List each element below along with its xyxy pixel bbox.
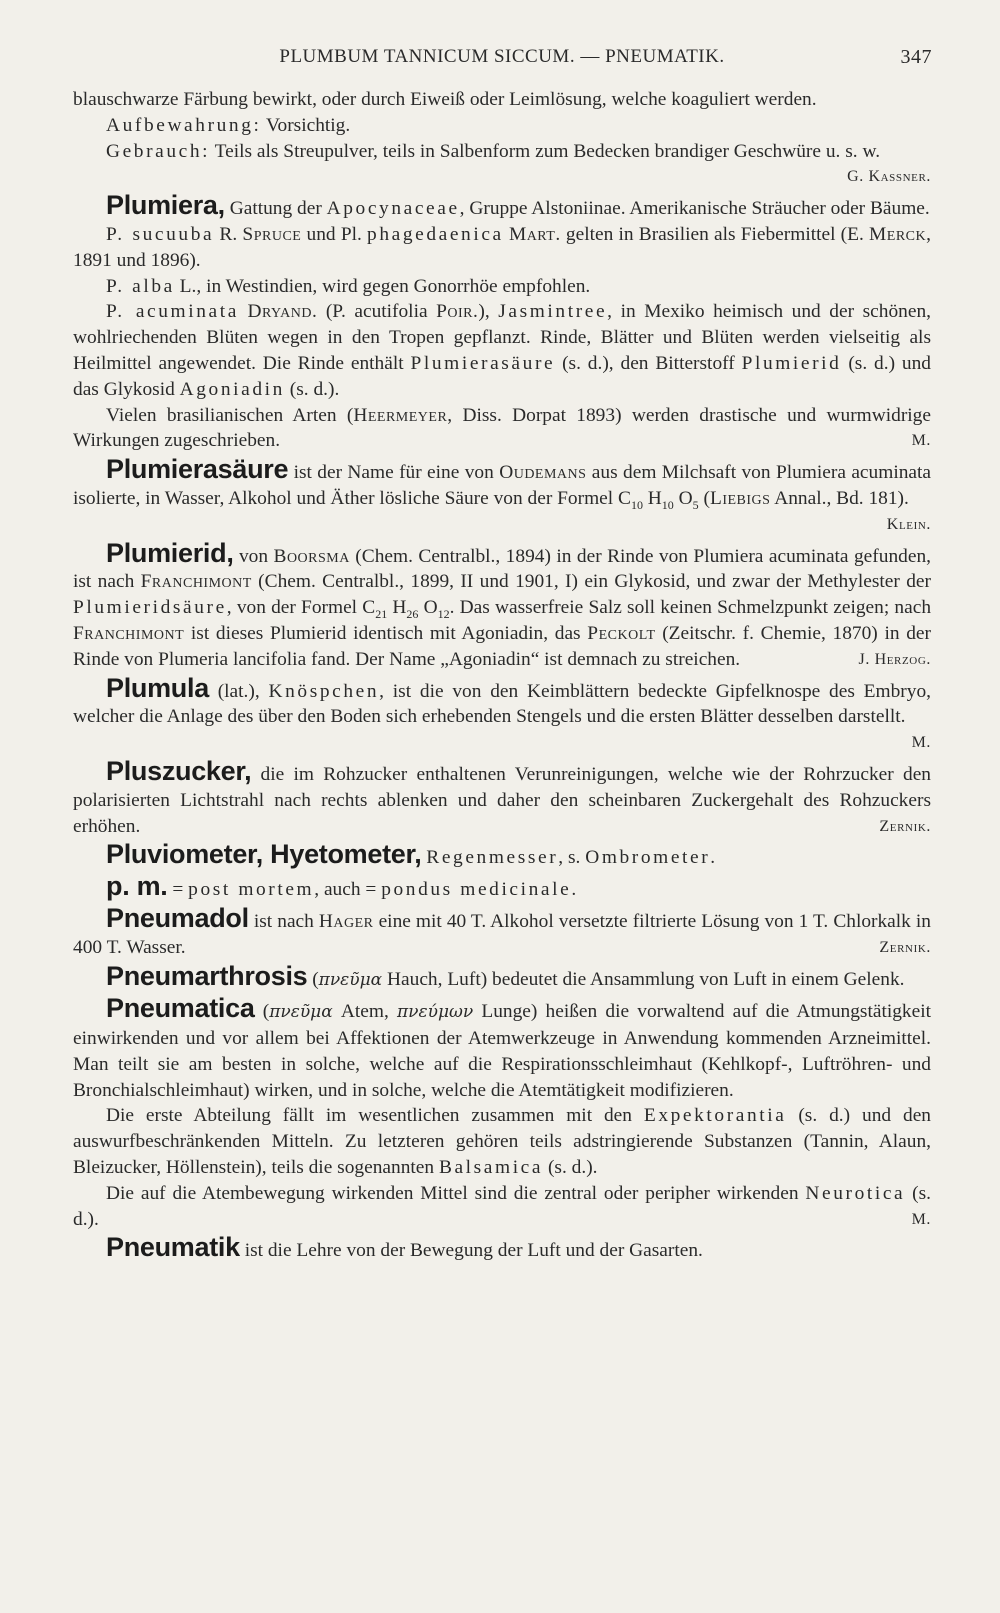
- paragraph: Aufbewahrung: Vorsichtig.: [106, 114, 351, 136]
- author-signature: G. Kassner.: [847, 168, 931, 186]
- author-signature: Zernik.: [879, 938, 931, 956]
- paragraph: Vielen brasilianischen Arten (Heermeyer, Diss. Dorpat 1893) werden drastische und wurmwidrige Wirkungen zugeschrieben. M.: [73, 403, 931, 455]
- entry-plumbum-continuation: [73, 87, 931, 190]
- author-signature: M.: [911, 1210, 931, 1228]
- author-signature: Zernik.: [879, 817, 931, 835]
- headword: Plumierid,: [106, 537, 234, 568]
- paragraph: Pneumatica (πνεῦμα Atem, πνεύμων Lunge) heißen die vorwaltend auf die Atmungstätigkeit einwirkenden und vor allem bei Affektionen der Atemwerkzeuge in Anwendung kommenden Arzneimittel. Man teilt sie am besten in solche, welche auf die Respirationsschleimhaut (Kehlkopf-, Luftröhren- und Bronchialschleimhaut) wirken, und in solche, welche die Atemtätigkeit modifizieren.: [73, 993, 932, 1101]
- paragraph: Plumiera, Gattung der Apocynaceae, Gruppe Alstoniinae. Amerikanische Sträucher oder Bäume.: [106, 190, 930, 221]
- headword: Pneumadol: [106, 902, 249, 933]
- headword: Pneumatik: [106, 1232, 240, 1263]
- paragraph: Die erste Abteilung fällt im wesentlichen zusammen mit den Expektorantia (s. d.) und den auswurfbeschränkenden Mitteln. Zu letzteren gehören teils adstringierende Substanzen (Tannin, Alaun, Bleizucker, Höllenstein), teils die sogenannten Balsamica (s. d.).: [73, 1105, 931, 1179]
- paragraph: Plumierasäure ist der Name für eine von Oudemans aus dem Milchsaft von Plumiera acuminata isolierte, in Wasser, Alkohol und Äther lösliche Säure von der Formel $C_{10}$ $H_{10}$ $O_5$ (Liebigs Annal., Bd. 181). Klein.: [73, 459, 931, 512]
- entry-pneumatica: [73, 993, 932, 1232]
- headword: Pneumatica: [106, 993, 255, 1024]
- headword: Pluszucker,: [106, 755, 252, 786]
- paragraph: Plumula (lat.), Knöspchen, ist die von den Keimblättern bedeckte Gipfelknospe des Embryo, welcher die Anlage des über den Boden sich erhebenden Stengels und die ersten Blätter desselben darstellt. M.: [73, 678, 931, 731]
- headword: Plumiera,: [106, 190, 225, 221]
- author-signature: M.: [911, 432, 931, 450]
- entry-plumiera: [73, 190, 932, 454]
- entry-pneumatik: [73, 1232, 931, 1264]
- paragraph: Die auf die Atembewegung wirkenden Mittel sind die zentral oder peripher wirkenden Neurotica (s. d.). M.: [73, 1181, 931, 1233]
- paragraph: p. m. = post mortem, auch = pondus medicinale.: [106, 871, 577, 902]
- paragraph: Pneumadol ist nach Hager eine mit 40 T. Alkohol versetzte filtrierte Lösung von 1 T. Chlorkalk in 400 T. Wasser. Zernik.: [73, 908, 931, 961]
- author-signature: M.: [911, 734, 931, 752]
- running-title: PLUMBUM TANNICUM SICCUM. — PNEUMATIK.: [279, 46, 725, 67]
- headword: Plumierasäure: [106, 454, 289, 485]
- entry-plumierid: [73, 537, 932, 673]
- headword: Plumula: [106, 672, 209, 703]
- author-signature: J. Herzog.: [858, 650, 931, 668]
- author-signature: Klein.: [886, 515, 931, 533]
- paragraph: Pneumatik ist die Lehre von der Bewegung der Luft und der Gasarten.: [106, 1232, 703, 1263]
- entry-plumierasaeure: [73, 454, 931, 537]
- paragraph: Pluviometer, Hyetometer, Regenmesser, s. Ombrometer.: [106, 839, 716, 870]
- entry-pneumarthrosis: [73, 960, 931, 994]
- paragraph: P. alba L., in Westindien, wird gegen Gonorrhöe empfohlen.: [106, 275, 591, 297]
- paragraph: Gebrauch: Teils als Streupulver, teils in Salbenform zum Bedecken brandiger Geschwüre u. s. w. G. Kassner.: [73, 139, 931, 165]
- entry-pluviometer: [73, 839, 931, 871]
- entry-p-m: [73, 871, 931, 903]
- entry-pluszucker: [73, 755, 931, 839]
- page-body: [73, 87, 931, 1264]
- page-header: [72, 44, 932, 74]
- entry-pneumadol: [73, 902, 931, 961]
- paragraph: blauschwarze Färbung bewirkt, oder durch Eiweiß oder Leimlösung, welche koaguliert werden.: [73, 89, 817, 110]
- paragraph: P. sucuuba R. Spruce und Pl. phagedaenica Mart. gelten in Brasilien als Fiebermittel (E. Merck, 1891 und 1896).: [73, 223, 931, 271]
- paragraph: P. acuminata Dryand. (P. acutifolia Poir.), Jasmintree, in Mexiko heimisch und der schönen, wohlriechenden Blüten wegen in den Tropen gepflanzt. Rinde, Blätter und Blüten werden vielseitig als Heilmittel angewendet. Die Rinde enthält Plumierasäure (s. d.), den Bitterstoff Plumierid (s. d.) und das Glykosid Agoniadin (s. d.).: [73, 301, 932, 400]
- page-number: 347: [900, 46, 932, 68]
- paragraph: Pluszucker, die im Rohzucker enthaltenen Verunreinigungen, welche wie der Rohrzucker den polarisierten Lichtstrahl nach rechts ablenken und daher den scheinbaren Zuckergehalt des Rohzuckers erhöhen. Zernik.: [73, 761, 931, 839]
- headword: p. m.: [106, 871, 168, 902]
- paragraph: Plumierid, von Boorsma (Chem. Centralbl., 1894) in der Rinde von Plumiera acuminata gefunden, ist nach Franchimont (Chem. Centralbl., 1899, II und 1901, I) ein Glykosid, und zwar der Methylester der Plumieridsäure, von der Formel $C_{21}$ $H_{26}$ $O_{12}$. Das wasserfreie Salz soll keinen Schmelzpunkt zeigen; nach Franchimont ist dieses Plumierid identisch mit Agoniadin, das Peckolt (Zeitschr. f. Chemie, 1870) in der Rinde von Plumeria lancifolia fand. Der Name „Agoniadin“ ist demnach zu streichen. J. Herzog.: [73, 543, 931, 673]
- paragraph: Pneumarthrosis (πνεῦμα Hauch, Luft) bedeutet die Ansammlung von Luft in einem Gelenk.: [106, 960, 905, 991]
- headword: Pneumarthrosis: [106, 960, 308, 991]
- entry-plumula: [73, 672, 931, 756]
- headword: Pluviometer, Hyetometer,: [106, 839, 422, 870]
